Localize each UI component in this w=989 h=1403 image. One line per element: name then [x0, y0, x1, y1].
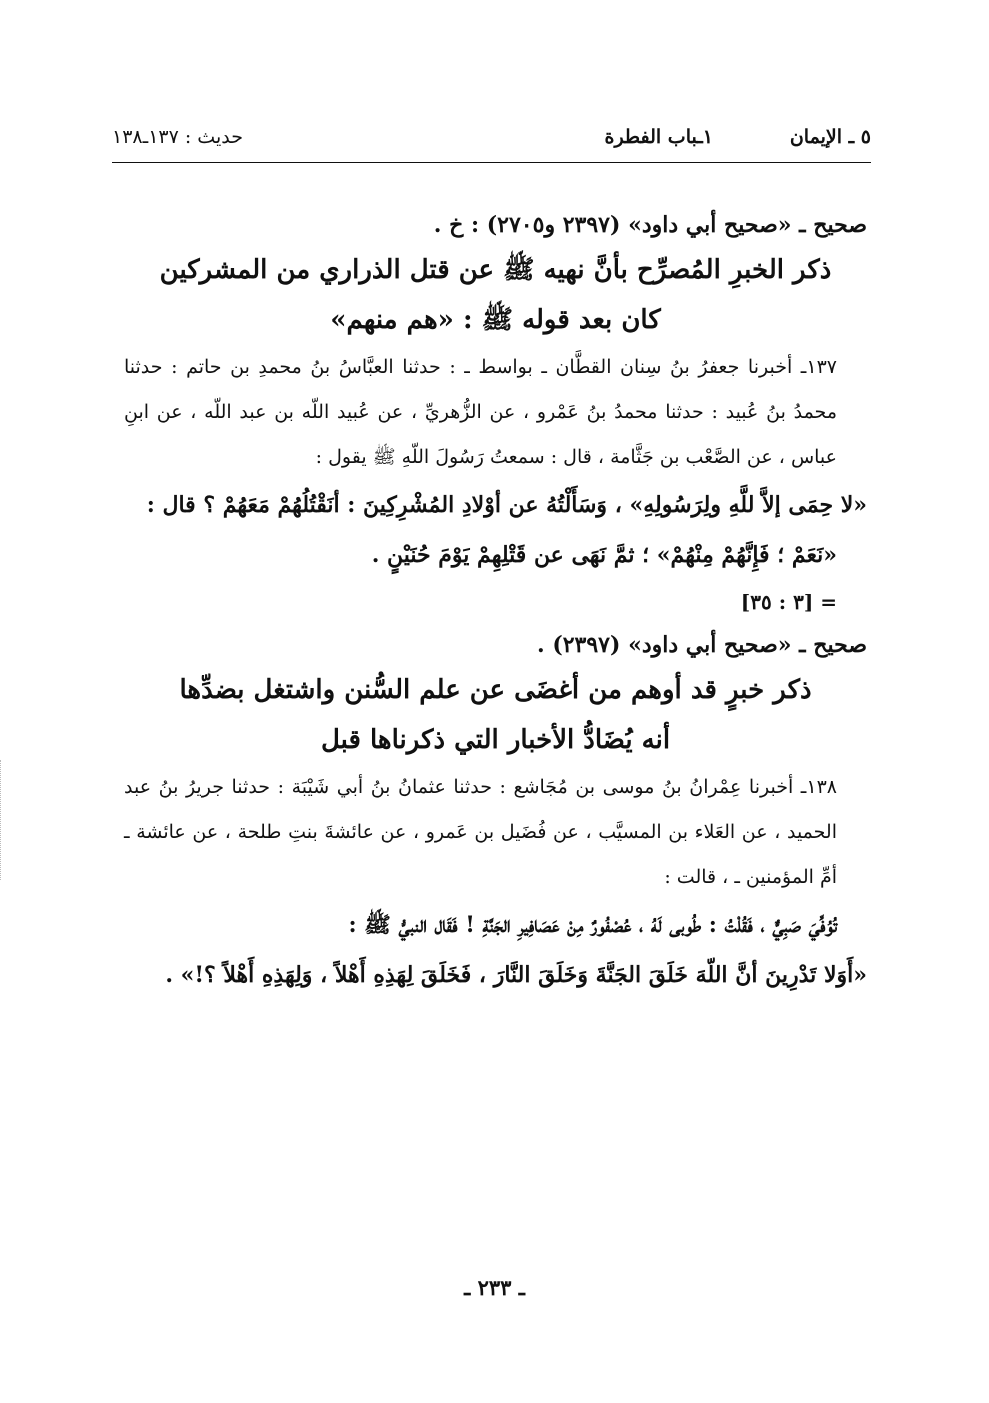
section-title-2-line-2: أنه يُضَادُّ الأخبار التي ذكرناها قبل [320, 725, 671, 755]
hadith-137-matn-2: «نَعَمْ ؛ فَإِنَّهُمْ مِنْهُمْ» ؛ ثمَّ نَهَى عن قَتْلِهِمْ يَوْمَ حُنَيْنٍ . [371, 542, 837, 568]
header-rule [112, 162, 871, 163]
hadith-138-matn-2: «أَوَلا تَدْرِينَ أنَّ اللّهَ خَلَقَ الجَنَّةَ وَخَلَقَ النَّارَ ، فَخَلَقَ لِهَذِهِ أَهْلاً ، وَلِهَذِهِ أَهْلاً ؟!» . [165, 962, 867, 988]
page-number: ـ ٢٣٣ ـ [464, 1275, 525, 1300]
chapter-title: ١ـباب الفطرة [604, 126, 713, 148]
section-title-1 [124, 245, 867, 345]
hadith-137-isnad: ١٣٧ـ أخبرنا جعفرُ بنُ سِنان القطَّان ـ بواسط ـ : حدثنا العبَّاسُ بنُ محمدِ بن حاتم : حدثنا محمدُ بنُ عُبيد : حدثنا محمدُ بنُ عَمْرو ، عن الزُّهريِّ ، عن عُبيد اللّه بن عبد اللّه ، عن ابنِ عباس ، عن الصَّعْب بن جَثَّامة ، قال : سمعتُ رَسُولَ اللّهِ ﷺ يقول : [124, 356, 837, 468]
scan-margin-mark [0, 760, 4, 880]
section-title-2 [124, 665, 867, 765]
hadith-138-matn-1: تُوُفِّيَ صَبِيٌّ ، فَقُلْتُ : طُوبى لَهُ ، عُصْفُورٌ مِنْ عَصَافِيرِ الجَنَّةِ ! فَقَال النبيُّ ﷺ : [348, 912, 837, 938]
book-title: ٥ ـ الإيمان [789, 126, 871, 148]
hadith-138-isnad: ١٣٨ـ أخبرنا عِمْرانُ بنُ موسى بن مُجَاشع : حدثنا عثمانُ بنُ أبي شَيْبَة : حدثنا جريرُ بنُ عبد الحميد ، عن العَلاء بن المسيَّب ، عن فُضَيل بن عَمرو ، عن عائشةَ بنتِ طلحة ، عن عائشة ـ أمِّ المؤمنين ـ ، قالت : [124, 776, 837, 888]
page-header [112, 126, 871, 160]
section-title-1-line-2: كان بعد قوله ﷺ : «هم منهم» [330, 305, 661, 335]
hadith-137-matn-1: «لا حِمَى إلاَّ للَّهِ ولِرَسُولِهِ» ، وَسَأَلْتُهُ عن أوْلادِ المُشْرِكِينَ : أنَقْتُلُهُمْ مَعَهُمْ ؟ قال : [146, 492, 867, 518]
grade-line-2: صحيح ـ «صحيح أبي داود» (٢٣٩٧) . [537, 632, 867, 658]
grade-line-1: صحيح ـ «صحيح أبي داود» (٢٣٩٧ و٢٧٠٥) : خ . [433, 212, 867, 238]
section-title-2-line-1: ذكر خبرٍ قد أوهم من أغضَى عن علم السُّنن واشتغل بضدِّها [179, 675, 812, 705]
hadith-138 [124, 765, 867, 1000]
hadith-137 [124, 345, 867, 625]
hadith-137-reference: = [٣ : ٣٥] [740, 590, 837, 614]
page-body [124, 205, 867, 1000]
hadith-range: حديث : ١٣٧ـ١٣٨ [112, 126, 243, 148]
section-title-1-line-1: ذكر الخبرِ المُصرِّح بأنَّ نهيه ﷺ عن قتل الذراري من المشركين [159, 255, 832, 285]
